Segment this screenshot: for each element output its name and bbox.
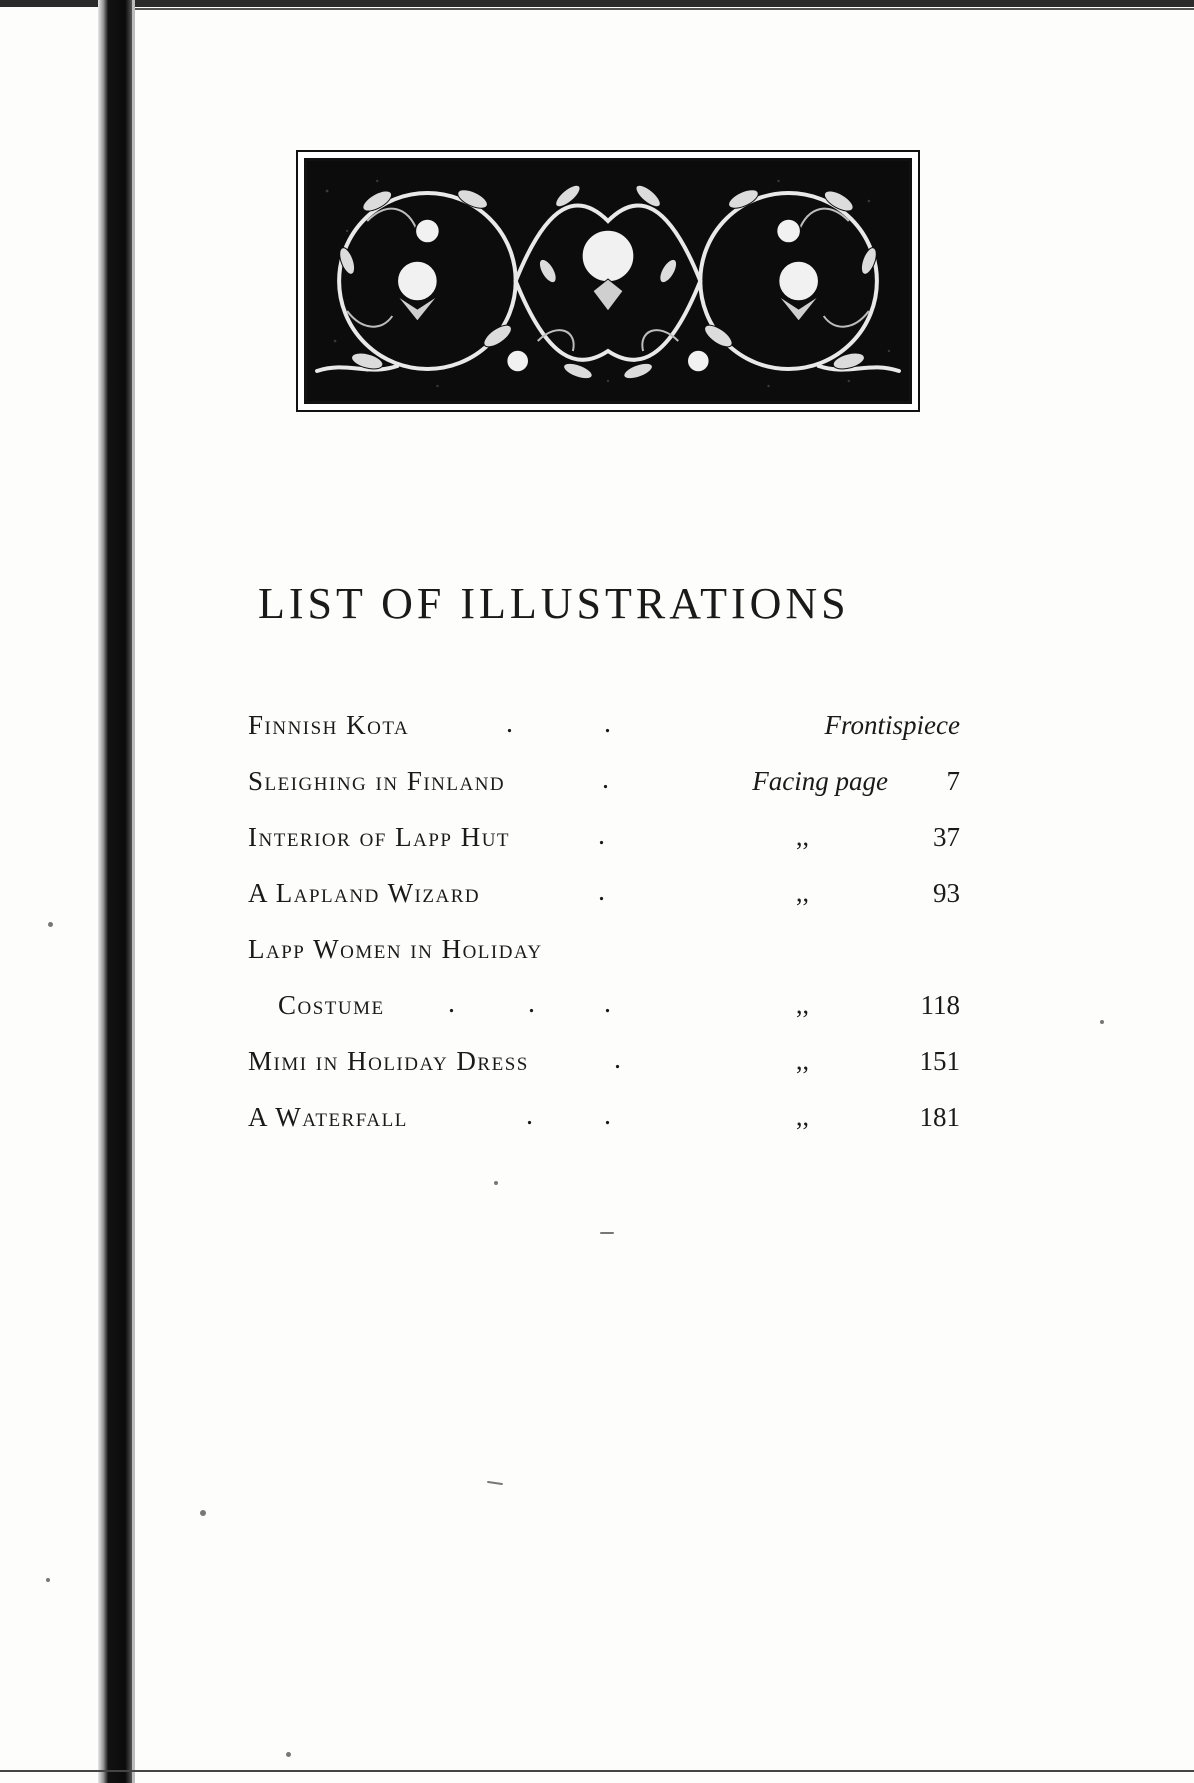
print-speck: [487, 1481, 503, 1485]
leader-dot: .: [604, 988, 611, 1019]
spine-edge-line: [132, 0, 135, 1783]
ditto-mark: ,,: [796, 1102, 809, 1131]
illustrations-list: [248, 700, 960, 1148]
page-number: 93: [933, 878, 960, 908]
leader-dot: .: [598, 876, 605, 907]
illustration-title: Finnish Kota: [248, 710, 410, 740]
illustration-title: A Waterfall: [248, 1102, 408, 1132]
leader-dot: .: [614, 1044, 621, 1075]
ditto-mark: ,,: [796, 1046, 809, 1075]
bottom-page-edge: [0, 1770, 1194, 1772]
top-rule-line: [120, 8, 1194, 10]
leader-dot: .: [604, 708, 611, 739]
print-speck: [1100, 1020, 1104, 1024]
illustration-title: Lapp Women in Holiday: [248, 934, 543, 964]
page-number: 151: [919, 1046, 960, 1076]
list-item: [248, 868, 960, 924]
page-number: 37: [933, 822, 960, 852]
print-speck: [600, 1232, 614, 1234]
page-title: LIST OF ILLUSTRATIONS: [258, 579, 850, 628]
list-item: [248, 1092, 960, 1148]
ditto-mark: ,,: [796, 878, 809, 907]
illustration-title: Interior of Lapp Hut: [248, 822, 511, 852]
leader-dot: .: [604, 1100, 611, 1131]
print-speck: [200, 1510, 206, 1516]
illustration-title: Costume: [278, 990, 385, 1020]
list-item: [248, 812, 960, 868]
leader-dot: .: [602, 764, 609, 795]
ornament-panel: [304, 158, 912, 404]
ditto-mark: ,,: [796, 990, 809, 1019]
list-item: [248, 756, 960, 812]
book-spine-shadow: [98, 0, 132, 1783]
placement-label: Facing page: [752, 766, 888, 796]
leader-dot: .: [528, 988, 535, 1019]
print-speck: [286, 1752, 291, 1757]
list-item: [248, 980, 960, 1036]
print-speck: [46, 1578, 50, 1582]
leader-dot: .: [506, 708, 513, 739]
page-number: 181: [919, 1102, 960, 1132]
leader-dot: .: [598, 820, 605, 851]
ditto-mark: ,,: [796, 822, 809, 851]
illustration-title: Sleighing in Finland: [248, 766, 506, 796]
leader-dot: .: [526, 1100, 533, 1131]
leader-dot: .: [448, 988, 455, 1019]
placement-label: Frontispiece: [824, 710, 960, 740]
illustration-title: Mimi in Holiday Dress: [248, 1046, 529, 1076]
page-number: 7: [946, 766, 960, 796]
print-speck: [494, 1181, 498, 1185]
ornament-artwork: [307, 161, 909, 401]
top-page-edge: [0, 0, 1194, 7]
illustration-title: A Lapland Wizard: [248, 878, 481, 908]
page-number: 118: [920, 990, 960, 1020]
list-item: [248, 1036, 960, 1092]
print-speck: [48, 922, 53, 927]
floral-vine-ornament-icon: [296, 150, 920, 412]
list-item: [248, 924, 960, 980]
list-item: [248, 700, 960, 756]
